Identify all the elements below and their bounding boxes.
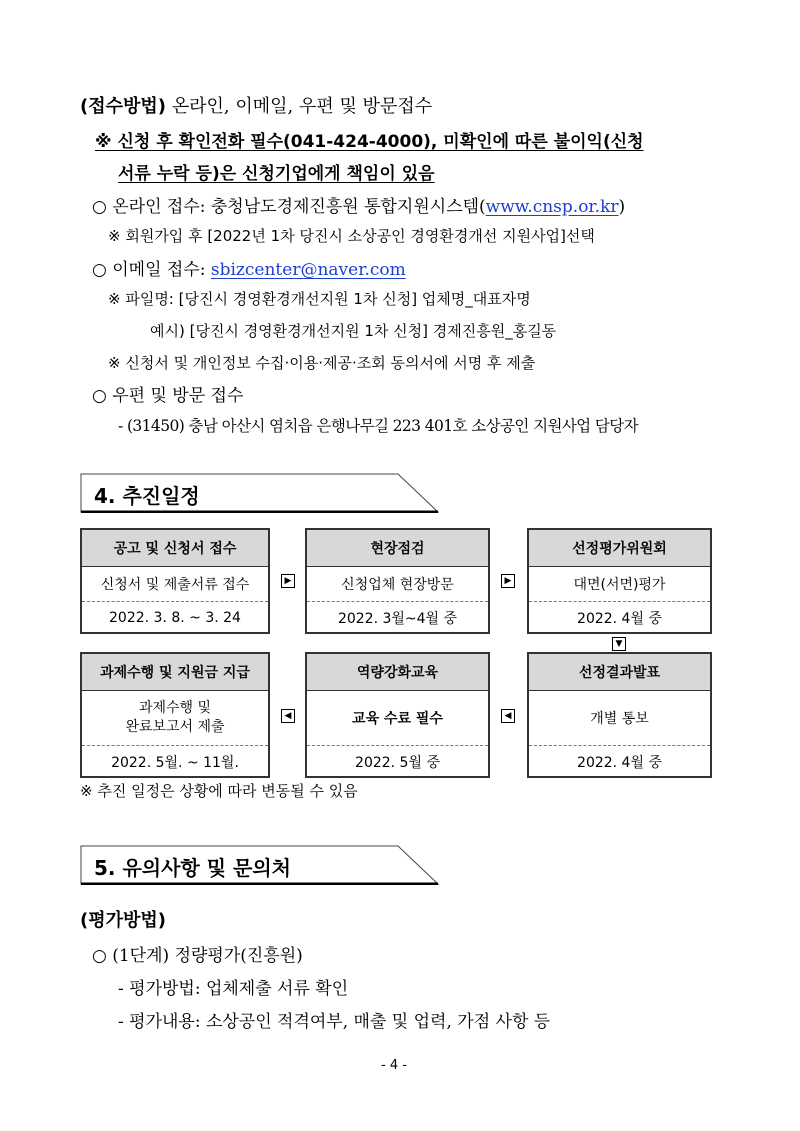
step-box-results [527, 652, 712, 778]
step-date: 2022. 5월 중 [355, 755, 440, 771]
file-example: 예시) [당진시 경영환경개선지원 1차 신청] 경제진흥원_홍길동 [150, 322, 557, 340]
step-box-committee [527, 528, 712, 634]
arrow-right-icon: ▶ [501, 574, 515, 588]
step-date: 2022. 3월~4월 중 [337, 611, 458, 627]
step-content: 신청업체 현장방문 [307, 567, 488, 602]
evaluation-method: - 평가방법: 업체제출 서류 확인 [118, 979, 349, 999]
email-label: ○ 이메일 접수: [92, 260, 211, 280]
online-label: ○ 온라인 접수: 충청남도경제진흥원 통합지원시스템( [92, 197, 486, 217]
notice-line-2: 서류 누락 등)은 신청기업에게 책임이 있음 [118, 164, 435, 184]
step-box-inspection [305, 528, 490, 634]
reception-heading [80, 92, 432, 118]
step-header: 역량강화교육 [307, 654, 488, 691]
arrow-left-icon: ◀ [281, 709, 295, 723]
section5-title: 5. 유의사항 및 문의처 [94, 856, 291, 880]
step-header: 선정평가위원회 [529, 530, 710, 567]
mail-reception: ○ 우편 및 방문 접수 [92, 386, 244, 406]
step-date: 2022. 4월 중 [577, 755, 662, 771]
step-header: 과제수행 및 지원금 지급 [82, 654, 268, 691]
step-content: 교육 수료 필수 [307, 691, 488, 746]
stage1-item: ○ (1단계) 정량평가(진흥원) [92, 946, 303, 966]
reception-title: (접수방법) [80, 96, 167, 117]
online-close: ) [618, 197, 626, 217]
mail-address: - (31450) 충남 아산시 염치읍 은행나무길 223 401호 소상공인 지원사업 담당자 [118, 417, 639, 435]
step-content-line1: 과제수행 및 [138, 700, 212, 716]
step-header: 공고 및 신청서 접수 [82, 530, 268, 567]
evaluation-title: (평가방법) [80, 910, 167, 931]
email-reception [92, 255, 406, 280]
step-box-education [305, 652, 490, 778]
notice-line-1: ※ 신청 후 확인전화 필수(041-424-4000), 미확인에 따른 불이익(신청 [95, 132, 644, 152]
arrow-right-icon: ▶ [281, 574, 295, 588]
reception-title-text: 온라인, 이메일, 우편 및 방문접수 [166, 96, 433, 117]
step-content: 신청서 및 제출서류 접수 [82, 567, 268, 602]
online-note: ※ 회원가입 후 [2022년 1차 당진시 소상공인 경영환경개선 지원사업]선택 [108, 227, 595, 245]
schedule-note: ※ 추진 일정은 상황에 따라 변동될 수 있음 [80, 782, 358, 800]
arrow-down-icon: ▼ [612, 637, 626, 651]
section4-heading [80, 473, 440, 513]
page-number: - 4 - [381, 1058, 407, 1073]
online-url-link[interactable]: www.cnsp.or.kr [485, 197, 619, 217]
file-name-note: ※ 파일명: [당진시 경영환경개선지원 1차 신청] 업체명_대표자명 [108, 290, 531, 308]
evaluation-content: - 평가내용: 소상공인 적격여부, 매출 및 업력, 가점 사항 등 [118, 1012, 551, 1032]
online-reception [92, 192, 625, 217]
email-address-link[interactable]: sbizcenter@naver.com [210, 260, 406, 280]
step-date: 2022. 5월. ~ 11월. [111, 755, 239, 771]
step-header: 현장점검 [307, 530, 488, 567]
step-box-announcement [80, 528, 270, 634]
sign-note: ※ 신청서 및 개인정보 수집·이용·제공·조회 동의서에 서명 후 제출 [108, 354, 536, 372]
step-date: 2022. 3. 8. ~ 3. 24 [109, 610, 241, 626]
arrow-left-icon: ◀ [501, 709, 515, 723]
step-content: 개별 통보 [529, 691, 710, 746]
section4-title: 4. 추진일정 [94, 484, 200, 508]
step-header: 선정결과발표 [529, 654, 710, 691]
step-content [82, 691, 268, 746]
step-content-line2: 완료보고서 제출 [125, 719, 225, 735]
step-box-execution [80, 652, 270, 778]
step-content: 대면(서면)평가 [529, 567, 710, 602]
section5-heading [80, 845, 440, 885]
step-date: 2022. 4월 중 [577, 611, 662, 627]
